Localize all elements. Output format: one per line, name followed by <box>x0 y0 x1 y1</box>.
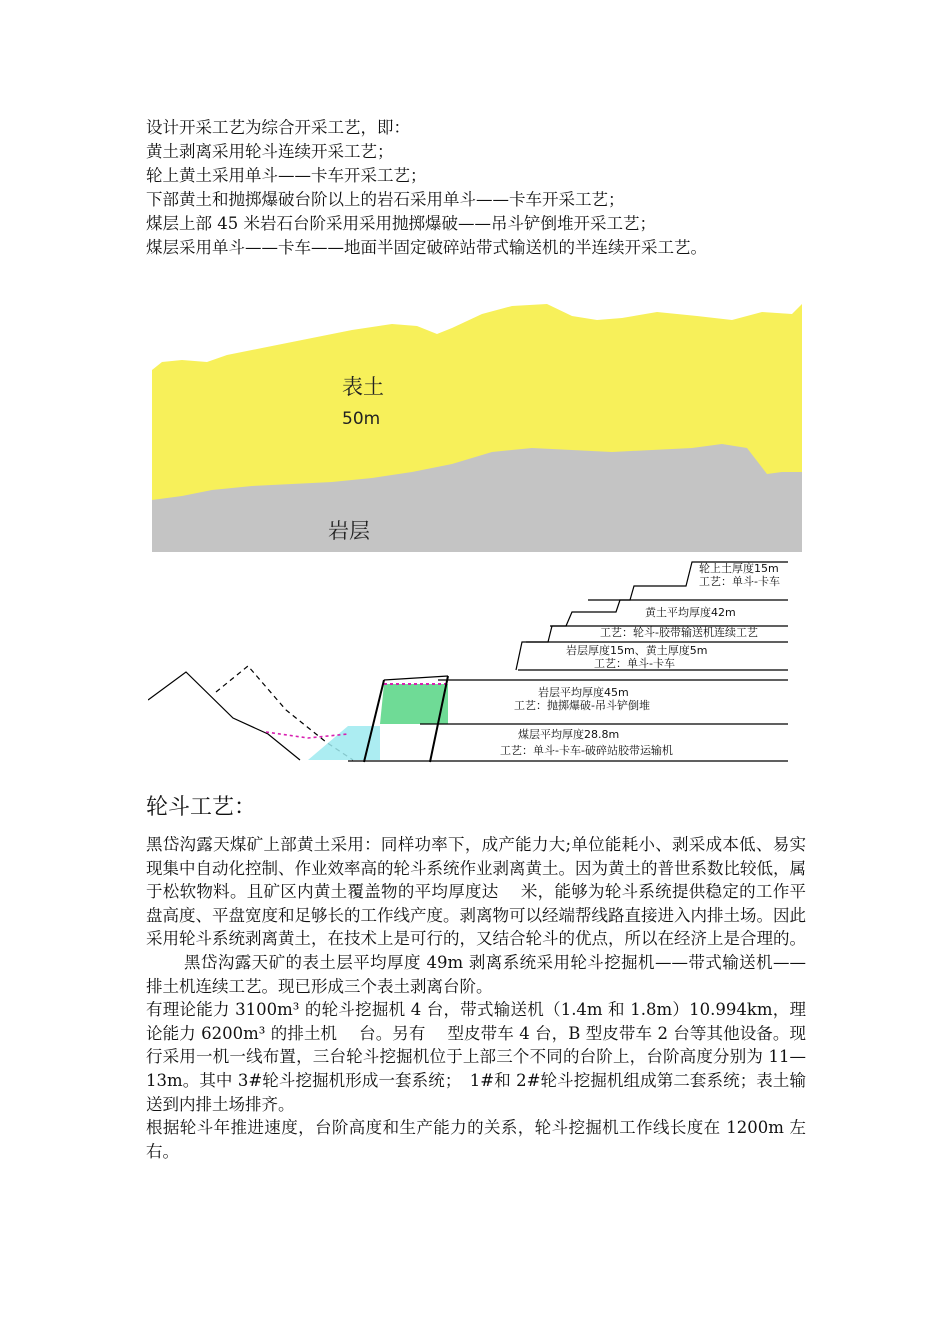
bench-diagram <box>148 556 800 766</box>
paragraph-3: 有理论能力 3100m³ 的轮斗挖掘机 4 台，带式输送机（1.4m 和 1.8m）10.994km，理论能力 6200m³ 的排土机 台。另有 型皮带车 4 台，B 型皮带车 2 台等其他设备。现行采用一机一线布置，三台轮斗挖掘机位于上部三个不同的台阶上，台阶高度分别为 11—13m。其中 3#轮斗挖掘机形成一套系统； 1#和 2#轮斗挖掘机组成第二套系统；表土输送到内排土场排齐。 <box>146 1000 806 1114</box>
section-title: 轮斗工艺： <box>146 795 257 820</box>
paragraph-4: 根据轮斗年推进速度，台阶高度和生产能力的关系，轮斗挖掘机工作线长度在 1200m 左右。 <box>146 1118 806 1161</box>
intro-line-4: 下部黄土和抛掷爆破台阶以上的岩石采用单斗——卡车开采工艺； <box>146 190 625 209</box>
bench-3-label: 岩层厚度15m、黄土厚度5m <box>566 644 708 657</box>
topsoil-label: 表土 <box>342 375 384 399</box>
strata-figure <box>152 300 802 552</box>
bench-5-process: 工艺：单斗-卡车-破碎站胶带运输机 <box>500 744 673 757</box>
hatch-green <box>380 684 448 724</box>
intro-line-6: 煤层采用单斗——卡车——地面半固定破碎站带式输送机的半连续开采工艺。 <box>146 238 707 257</box>
bench-2-process: 工艺：轮斗-胶带输送机连续工艺 <box>600 626 758 639</box>
paragraph-2: 黑岱沟露天矿的表土层平均厚度 49m 剥离系统采用轮斗挖掘机——带式输送机——排土机连续工艺。现已形成三个表土剥离台阶。 <box>146 952 806 996</box>
rock-label: 岩层 <box>328 519 370 543</box>
paragraph-1: 黑岱沟露天煤矿上部黄土采用：同样功率下，成产能力大;单位能耗小、剥采成本低、易实现集中自动化控制、作业效率高的轮斗系统作业剥离黄土。因为黄土的普世系数比较低，属于松软物料。且矿区内黄土覆盖物的平均厚度达 米，能够为轮斗系统提供稳定的工作平盘高度、平盘宽度和足够长的工作线产度。剥离物可以经端帮线路直接进入内排土场。因此采用轮斗系统剥离黄土，在技术上是可行的，又结合轮斗的优点，所以在经济上是合理的。 <box>146 835 806 949</box>
bench-2-label: 黄土平均厚度42m <box>645 606 736 619</box>
bench-5-label: 煤层平均厚度28.8m <box>518 728 620 741</box>
intro-line-5: 煤层上部 45 米岩石台阶采用采用抛掷爆破——吊斗铲倒堆开采工艺； <box>146 214 656 233</box>
bench-3-process: 工艺：单斗-卡车 <box>594 657 675 670</box>
bench-1-label: 轮上土厚度15m <box>699 562 779 575</box>
bench-1-process: 工艺：单斗-卡车 <box>699 575 780 588</box>
intro-line-1: 设计开采工艺为综合开采工艺，即： <box>146 118 410 137</box>
intro-line-2: 黄土剥离采用轮斗连续开采工艺； <box>146 142 394 161</box>
body-text <box>146 833 806 1163</box>
bench-4-process: 工艺：抛掷爆破-吊斗铲倒堆 <box>514 699 650 712</box>
topsoil-thickness-label: 50m <box>342 409 381 429</box>
bench-4-label: 岩层平均厚度45m <box>538 686 629 699</box>
intro-line-3: 轮上黄土采用单斗——卡车开采工艺； <box>146 166 427 185</box>
